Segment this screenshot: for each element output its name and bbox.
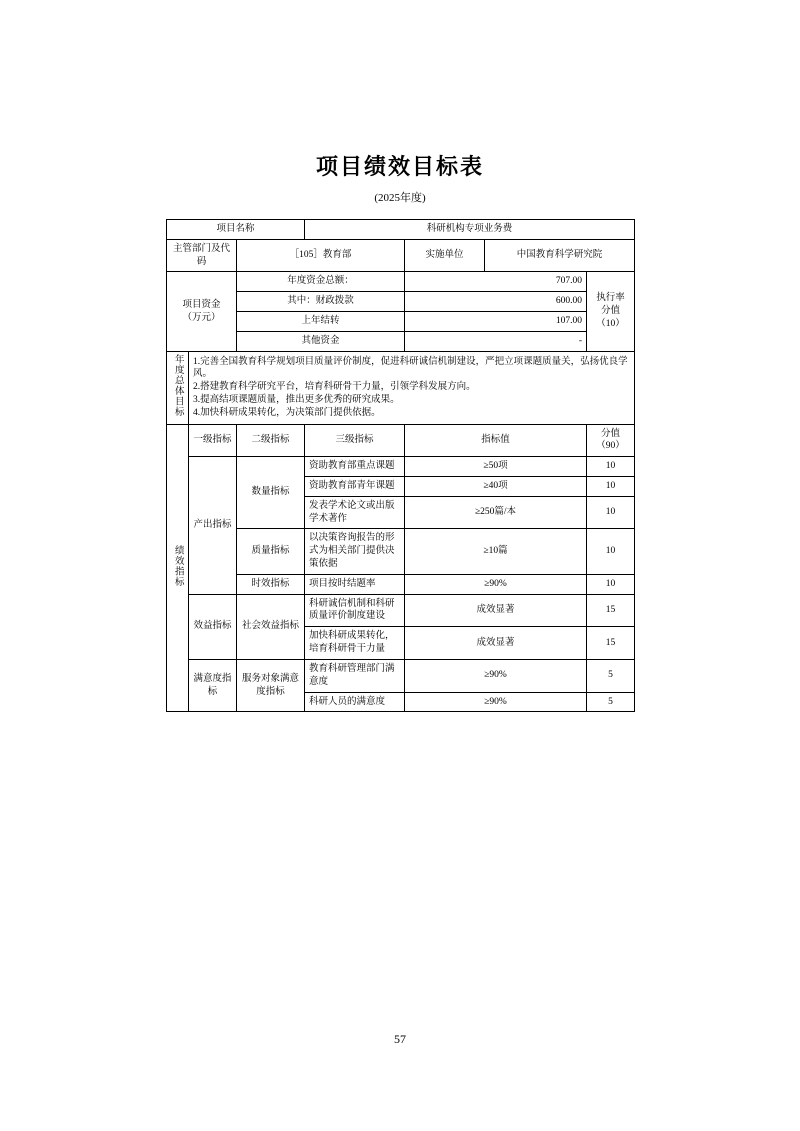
table-row-annual-goal [167,351,635,424]
col-header-score-line2: （90） [596,441,625,452]
indicator-level1: 产出指标 [189,457,237,595]
indicator-value: ≥250篇/本 [405,496,587,529]
funds-label-line1: 项目资金 [182,299,221,310]
fund-row-value: 600.00 [405,292,587,312]
fund-row-value: 707.00 [405,272,587,292]
fund-row-value: 107.00 [405,312,587,332]
indicator-level3: 科研人员的满意度 [305,692,405,712]
annual-goal-item: 1.完善全国教育科学规划项目质量评价制度，促进科研诚信机制建设，严把立项课题质量关，弘扬优良学风。 [193,356,628,380]
indicator-value: ≥90% [405,692,587,712]
exec-rate-line2: 分值 [601,306,621,317]
indicators-side-label: 绩效指标 [167,424,189,712]
fund-row-value: - [405,331,587,351]
exec-rate-line1: 执行率 [596,293,625,304]
indicator-level2: 时效指标 [237,574,305,594]
indicator-level3: 资助教育部青年课题 [305,476,405,496]
annual-goal-content [189,351,635,424]
indicator-value: ≥40项 [405,476,587,496]
col-header-score-line1: 分值 [601,428,621,439]
indicator-score: 5 [587,692,635,712]
table-row-department [167,239,635,272]
fund-row-name: 上年结转 [237,312,405,332]
indicator-value: ≥10篇 [405,529,587,574]
indicator-score: 15 [587,594,635,627]
indicator-score: 10 [587,574,635,594]
indicator-value: ≥90% [405,574,587,594]
col-header-score [587,424,635,457]
table-row-project-name [167,220,635,240]
indicator-value: 成效显著 [405,627,587,660]
annual-goal-item: 3.提高结项课题质量，推出更多优秀的研究成果。 [193,395,400,405]
table-row [167,457,635,477]
indicator-value: 成效显著 [405,594,587,627]
funds-label [167,272,237,351]
indicator-level3: 科研诚信机制和科研质量评价制度建设 [305,594,405,627]
col-header-level2: 二级指标 [237,424,305,457]
indicator-score: 10 [587,457,635,477]
indicator-level3: 教育科研管理部门满意度 [305,659,405,692]
col-header-value: 指标值 [405,424,587,457]
annual-goal-item: 4.加快科研成果转化，为决策部门提供依据。 [193,407,381,418]
indicator-score: 10 [587,476,635,496]
col-header-level3: 三级指标 [305,424,405,457]
indicator-value: ≥90% [405,659,587,692]
unit-label: 实施单位 [405,239,485,272]
fund-row-name: 其中：财政拨款 [237,292,405,312]
exec-rate-score [587,272,635,351]
table-row-indicator-header [167,424,635,457]
table-row [167,574,635,594]
table-row-fund-carryover [167,312,635,332]
indicator-level3: 以决策咨询报告的形式为相关部门提供决策依据 [305,529,405,574]
indicator-level2: 数量指标 [237,457,305,529]
table-row [167,594,635,627]
indicator-level3: 加快科研成果转化，培育科研骨干力量 [305,627,405,660]
project-name-label: 项目名称 [167,220,305,240]
indicator-level1: 满意度指标 [189,659,237,711]
department-value: ［105］教育部 [237,239,405,272]
page-subtitle: (2025年度) [374,192,426,204]
funds-label-line2: （万元） [182,312,221,323]
indicator-level2: 服务对象满意度指标 [237,659,305,711]
indicator-value: ≥50项 [405,457,587,477]
table-row [167,659,635,692]
page-number: 57 [394,1032,406,1046]
indicator-level2: 质量指标 [237,529,305,574]
indicator-score: 10 [587,496,635,529]
table-row [167,529,635,574]
table-row-fund-fiscal [167,292,635,312]
exec-rate-line3: （10） [596,318,625,329]
annual-goal-side-label: 年度总体目标 [167,351,189,424]
department-label: 主管部门及代码 [167,239,237,272]
col-header-level1: 一级指标 [189,424,237,457]
indicator-score: 10 [587,529,635,574]
indicator-level2: 社会效益指标 [237,594,305,659]
indicator-level3: 资助教育部重点课题 [305,457,405,477]
unit-value: 中国教育科学研究院 [485,239,635,272]
indicator-level3: 项目按时结题率 [305,574,405,594]
fund-row-name: 年度资金总额： [237,272,405,292]
fund-row-name: 其他资金 [237,331,405,351]
indicator-score: 15 [587,627,635,660]
table-row-fund-other [167,331,635,351]
page-title: 项目绩效目标表 [315,154,484,179]
indicator-score: 5 [587,659,635,692]
annual-goal-item: 2.搭建教育科学研究平台，培育科研骨干力量，引领学科发展方向。 [193,382,476,393]
indicator-level3: 发表学术论文或出版学术著作 [305,496,405,529]
table-row-fund-total [167,272,635,292]
performance-target-table [166,219,634,712]
project-name-value: 科研机构专项业务费 [305,220,635,240]
indicator-level1: 效益指标 [189,594,237,659]
